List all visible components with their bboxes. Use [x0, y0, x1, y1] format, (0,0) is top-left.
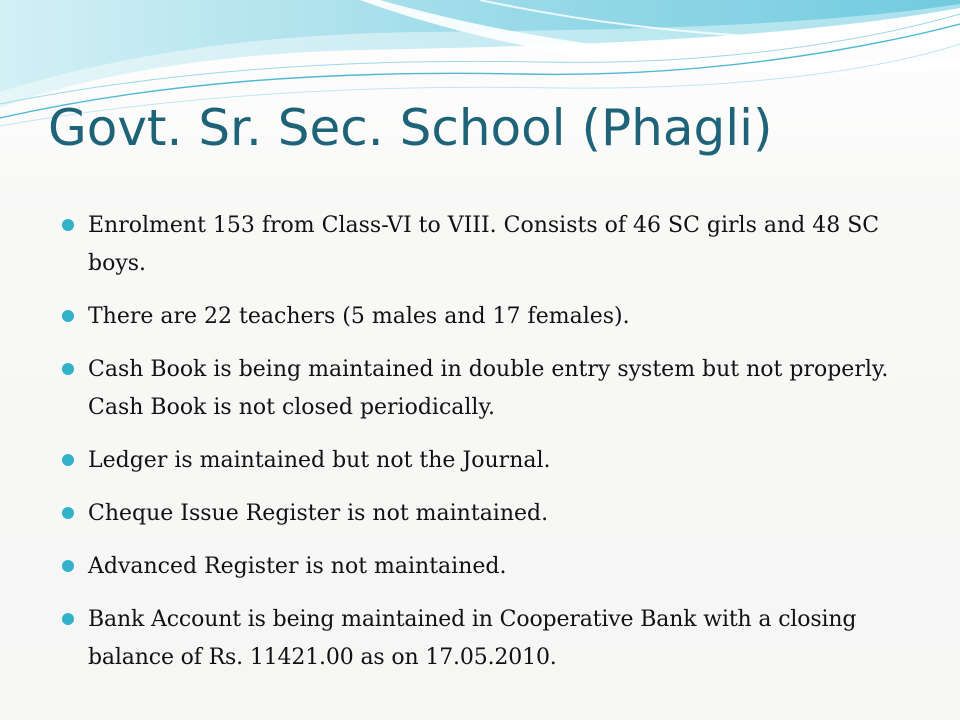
bullet-dot-icon	[62, 310, 74, 322]
bullet-dot-icon	[62, 219, 74, 231]
bullet-cash-book	[62, 351, 922, 427]
slide-title: Govt. Sr. Sec. School (Phagli)	[48, 99, 773, 157]
bullet-list	[62, 207, 922, 692]
bullet-text: Bank Account is being maintained in Cooperative Bank with a closing balance of Rs. 11421.00 as on 17.05.2010.	[88, 607, 857, 670]
bullet-advanced-register	[62, 548, 922, 586]
bullet-ledger	[62, 442, 922, 480]
bullet-bank-account	[62, 601, 922, 677]
bullet-text: Cheque Issue Register is not maintained.	[88, 501, 549, 526]
bullet-enrolment	[62, 207, 922, 283]
bullet-dot-icon	[62, 560, 74, 572]
bullet-dot-icon	[62, 613, 74, 625]
bullet-text: Advanced Register is not maintained.	[88, 554, 507, 579]
bullet-text: There are 22 teachers (5 males and 17 females).	[88, 304, 630, 329]
bullet-text: Cash Book is being maintained in double entry system but not properly. Cash Book is not closed periodically.	[88, 357, 889, 420]
bullet-teachers	[62, 298, 922, 336]
bullet-dot-icon	[62, 363, 74, 375]
bullet-dot-icon	[62, 454, 74, 466]
bullet-cheque-register	[62, 495, 922, 533]
bullet-text: Enrolment 153 from Class-VI to VIII. Consists of 46 SC girls and 48 SC boys.	[88, 213, 880, 276]
bullet-dot-icon	[62, 507, 74, 519]
bullet-text: Ledger is maintained but not the Journal.	[88, 448, 551, 473]
